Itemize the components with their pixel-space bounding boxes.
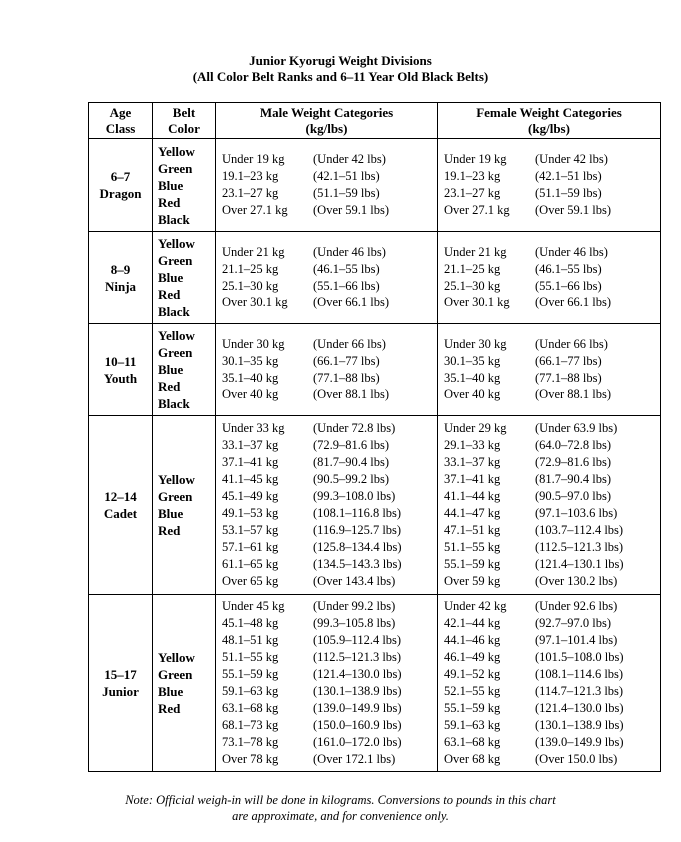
male-weight-line	[222, 168, 437, 185]
header-belt-color	[153, 103, 216, 139]
weight-lbs: (66.1–77 lbs)	[313, 353, 380, 368]
weight-kg: 44.1–47 kg	[444, 506, 501, 520]
weight-lbs: (121.4–130.0 lbs)	[535, 700, 624, 715]
weight-lbs: (51.1–59 lbs)	[313, 186, 380, 200]
male-weight-line	[222, 261, 437, 278]
weight-kg: Over 30.1 kg	[444, 295, 510, 310]
belt-color: Green	[158, 253, 193, 268]
weight-kg: Under 29 kg	[444, 421, 507, 436]
female-weight-line	[444, 751, 660, 768]
weight-kg: 57.1–61 kg	[222, 539, 279, 554]
male-weight-line	[222, 244, 437, 261]
weight-kg: 35.1–40 kg	[222, 370, 279, 385]
weight-lbs: (64.0–72.8 lbs)	[535, 438, 612, 453]
female-weight-line	[444, 294, 660, 311]
weight-kg: 45.1–49 kg	[222, 489, 279, 504]
weight-lbs: (81.7–90.4 lbs)	[535, 472, 612, 487]
male-weight-line	[222, 151, 437, 168]
belt-color: Black	[158, 304, 190, 319]
weight-lbs: (116.9–125.7 lbs)	[313, 522, 402, 537]
weight-kg: 49.1–53 kg	[222, 506, 279, 520]
division-row	[89, 232, 661, 324]
weight-kg: 55.1–59 kg	[444, 700, 501, 715]
weight-kg: 48.1–51 kg	[222, 633, 279, 648]
weight-lbs: (77.1–88 lbs)	[535, 370, 602, 385]
header-age-line1: Age	[109, 104, 132, 120]
class-name: Cadet	[103, 506, 138, 521]
weight-lbs: (77.1–88 lbs)	[313, 370, 380, 385]
weight-kg: Over 59 kg	[444, 573, 501, 588]
weight-kg: 61.1–65 kg	[222, 556, 279, 571]
belt-color: Black	[158, 396, 190, 411]
weight-lbs: (Under 46 lbs)	[313, 244, 386, 259]
male-weight-line	[222, 539, 437, 556]
weight-lbs: (Under 42 lbs)	[535, 152, 608, 167]
female-weight-line	[444, 683, 660, 700]
male-weight-line	[222, 556, 437, 573]
weight-lbs: (105.9–112.4 lbs)	[313, 633, 402, 648]
header-female-line1: Female Weight Categories	[476, 104, 622, 120]
weight-lbs: (Over 88.1 lbs)	[313, 387, 390, 402]
weight-kg: 29.1–33 kg	[444, 438, 501, 453]
weight-kg: Under 21 kg	[444, 244, 507, 259]
weight-lbs: (130.1–138.9 lbs)	[313, 684, 402, 698]
female-weight-line	[444, 632, 660, 649]
age-range: 15–17	[104, 667, 137, 682]
weight-kg: 68.1–73 kg	[222, 717, 279, 732]
weight-kg: 63.1–68 kg	[444, 734, 501, 749]
weight-kg: 33.1–37 kg	[222, 438, 279, 453]
weight-kg: 44.1–46 kg	[444, 633, 501, 648]
female-weight-line	[444, 505, 660, 522]
weight-kg: 33.1–37 kg	[444, 455, 501, 470]
belt-color: Green	[158, 345, 193, 360]
weight-kg: Under 21 kg	[222, 244, 285, 259]
female-weight-line	[444, 700, 660, 717]
weight-kg: 41.1–45 kg	[222, 472, 279, 487]
age-range: 12–14	[104, 489, 137, 504]
male-weight-line	[222, 573, 437, 590]
weight-kg: 30.1–35 kg	[222, 353, 279, 368]
age-range: 10–11	[104, 353, 137, 369]
header-belt-line1: Belt	[172, 104, 196, 120]
female-categories-cell	[438, 324, 661, 416]
weight-kg: Under 19 kg	[222, 152, 285, 167]
weight-lbs: (66.1–77 lbs)	[535, 353, 602, 368]
female-weight-line	[444, 420, 660, 437]
female-weight-line	[444, 370, 660, 387]
weight-lbs: (42.1–51 lbs)	[313, 169, 380, 184]
header-age-class	[89, 103, 153, 139]
age-class-cell	[89, 139, 153, 232]
female-categories-cell	[438, 595, 661, 772]
male-weight-line	[222, 522, 437, 539]
weight-kg: 46.1–49 kg	[444, 650, 501, 665]
weight-lbs: (Over 66.1 lbs)	[313, 295, 390, 310]
belt-color-cell	[153, 416, 216, 595]
age-range: 8–9	[110, 261, 131, 277]
weight-lbs: (Over 172.1 lbs)	[313, 751, 396, 766]
male-weight-line	[222, 336, 437, 353]
weight-kg: Over 40 kg	[444, 387, 501, 402]
weight-kg: 25.1–30 kg	[444, 278, 501, 293]
header-male-categories	[216, 103, 438, 139]
male-weight-line	[222, 598, 437, 615]
weight-kg: 19.1–23 kg	[444, 169, 501, 184]
weight-lbs: (161.0–172.0 lbs)	[313, 734, 402, 749]
weight-lbs: (121.4–130.1 lbs)	[535, 556, 624, 571]
belt-color: Blue	[158, 177, 184, 193]
female-weight-line	[444, 386, 660, 403]
belt-color: Yellow	[158, 650, 195, 665]
belt-color: Red	[158, 701, 181, 716]
male-weight-line	[222, 370, 437, 387]
male-weight-line	[222, 488, 437, 505]
header-male-line1: Male Weight Categories	[259, 104, 394, 120]
weight-lbs: (Over 59.1 lbs)	[535, 202, 612, 217]
division-row	[89, 324, 661, 416]
weight-lbs: (103.7–112.4 lbs)	[535, 522, 624, 537]
male-weight-line	[222, 420, 437, 437]
male-weight-line	[222, 353, 437, 370]
belt-color-cell	[153, 595, 216, 772]
weight-kg: 25.1–30 kg	[222, 278, 279, 293]
weight-kg: 37.1–41 kg	[444, 472, 501, 487]
female-weight-line	[444, 353, 660, 370]
age-class-cell	[89, 232, 153, 324]
footnote-line-2: are approximate, and for convenience only.	[232, 809, 449, 823]
male-weight-line	[222, 294, 437, 311]
weight-kg: 55.1–59 kg	[444, 556, 501, 571]
belt-color: Blue	[158, 362, 184, 377]
male-weight-line	[222, 683, 437, 700]
belt-color-cell	[153, 232, 216, 324]
header-belt-line2: Color	[168, 120, 200, 136]
weight-lbs: (97.1–103.6 lbs)	[535, 506, 618, 520]
female-weight-line	[444, 539, 660, 556]
weight-kg: Under 30 kg	[444, 336, 507, 351]
weight-lbs: (55.1–66 lbs)	[535, 278, 602, 293]
weight-kg: Under 19 kg	[444, 152, 507, 167]
weight-lbs: (97.1–101.4 lbs)	[535, 633, 618, 648]
male-weight-line	[222, 751, 437, 768]
age-class-cell	[89, 416, 153, 595]
belt-color: Blue	[158, 684, 184, 699]
female-weight-line	[444, 437, 660, 454]
weight-lbs: (99.3–108.0 lbs)	[313, 489, 396, 504]
female-weight-line	[444, 598, 660, 615]
weight-lbs: (Under 63.9 lbs)	[535, 421, 618, 436]
weight-kg: 30.1–35 kg	[444, 353, 501, 368]
weight-lbs: (55.1–66 lbs)	[313, 278, 380, 293]
weight-lbs: (72.9–81.6 lbs)	[535, 455, 612, 470]
belt-color: Red	[158, 523, 181, 538]
male-weight-line	[222, 505, 437, 522]
weight-lbs: (92.7–97.0 lbs)	[535, 616, 612, 631]
weight-kg: Over 68 kg	[444, 751, 501, 766]
female-weight-line	[444, 336, 660, 353]
weight-lbs: (130.1–138.9 lbs)	[535, 717, 624, 732]
female-categories-cell	[438, 416, 661, 595]
male-categories-cell	[216, 232, 438, 324]
weight-lbs: (150.0–160.9 lbs)	[313, 717, 402, 732]
female-weight-line	[444, 471, 660, 488]
belt-color: Yellow	[158, 328, 195, 343]
male-weight-line	[222, 185, 437, 202]
weight-lbs: (Over 150.0 lbs)	[535, 751, 618, 766]
weight-kg: 53.1–57 kg	[222, 522, 279, 537]
female-weight-line	[444, 261, 660, 278]
male-weight-line	[222, 471, 437, 488]
age-class-cell	[89, 324, 153, 416]
male-weight-line	[222, 386, 437, 403]
female-weight-line	[444, 734, 660, 751]
weight-lbs: (99.3–105.8 lbs)	[313, 616, 396, 631]
division-row	[89, 595, 661, 772]
weight-lbs: (Under 42 lbs)	[313, 152, 386, 167]
female-categories-cell	[438, 139, 661, 232]
weight-kg: Over 78 kg	[222, 751, 279, 766]
male-weight-line	[222, 615, 437, 632]
weight-lbs: (46.1–55 lbs)	[535, 261, 602, 276]
weight-lbs: (Over 59.1 lbs)	[313, 202, 390, 217]
female-weight-line	[444, 278, 660, 295]
weight-kg: Over 40 kg	[222, 387, 279, 402]
belt-color: Blue	[158, 270, 184, 285]
weight-lbs: (Under 66 lbs)	[535, 336, 608, 351]
male-categories-cell	[216, 595, 438, 772]
female-weight-line	[444, 202, 660, 219]
weight-lbs: (Over 143.4 lbs)	[313, 573, 396, 588]
female-weight-line	[444, 666, 660, 683]
weight-kg: 21.1–25 kg	[444, 261, 501, 276]
weight-lbs: (Under 92.6 lbs)	[535, 599, 618, 614]
female-weight-line	[444, 488, 660, 505]
weight-kg: Under 33 kg	[222, 421, 285, 436]
weight-lbs: (46.1–55 lbs)	[313, 261, 380, 276]
header-female-categories	[438, 103, 661, 139]
weight-kg: 47.1–51 kg	[444, 522, 501, 537]
weight-kg: Over 65 kg	[222, 573, 279, 588]
weight-lbs: (112.5–121.3 lbs)	[535, 539, 624, 554]
weight-kg: 59.1–63 kg	[444, 717, 501, 732]
belt-color-cell	[153, 139, 216, 232]
weight-lbs: (90.5–97.0 lbs)	[535, 489, 612, 504]
female-weight-line	[444, 244, 660, 261]
belt-color: Yellow	[158, 236, 195, 251]
weight-lbs: (Over 66.1 lbs)	[535, 295, 612, 310]
table-header-row	[89, 103, 661, 139]
weight-lbs: (Under 99.2 lbs)	[313, 599, 396, 614]
weight-lbs: (90.5–99.2 lbs)	[313, 472, 390, 487]
age-class-cell	[89, 595, 153, 772]
weight-kg: 49.1–52 kg	[444, 667, 501, 682]
weight-lbs: (72.9–81.6 lbs)	[313, 438, 390, 453]
weight-kg: 73.1–78 kg	[222, 734, 279, 749]
weight-lbs: (139.0–149.9 lbs)	[313, 700, 402, 715]
female-weight-line	[444, 573, 660, 590]
class-name: Youth	[103, 370, 138, 386]
weight-kg: Over 27.1 kg	[222, 202, 288, 217]
weight-kg: 63.1–68 kg	[222, 700, 279, 715]
header-female-line2: (kg/lbs)	[528, 120, 570, 136]
weight-lbs: (125.8–134.4 lbs)	[313, 539, 402, 554]
female-weight-line	[444, 717, 660, 734]
weight-kg: Under 42 kg	[444, 599, 507, 614]
female-weight-line	[444, 168, 660, 185]
weight-kg: 51.1–55 kg	[222, 650, 279, 665]
weight-kg: 42.1–44 kg	[444, 616, 501, 631]
weight-lbs: (121.4–130.0 lbs)	[313, 667, 402, 682]
division-row	[89, 139, 661, 232]
female-weight-line	[444, 151, 660, 168]
belt-color: Yellow	[158, 143, 195, 159]
header-age-line2: Class	[105, 120, 136, 136]
female-categories-cell	[438, 232, 661, 324]
weight-lbs: (112.5–121.3 lbs)	[313, 650, 402, 665]
weight-lbs: (Under 66 lbs)	[313, 336, 386, 351]
weight-lbs: (108.1–116.8 lbs)	[313, 506, 402, 520]
male-categories-cell	[216, 324, 438, 416]
belt-color: Green	[158, 160, 193, 176]
page-subtitle: (All Color Belt Ranks and 6–11 Year Old Black Belts)	[192, 69, 489, 84]
male-categories-cell	[216, 139, 438, 232]
male-weight-line	[222, 700, 437, 717]
weight-lbs: (Under 72.8 lbs)	[313, 421, 396, 436]
weight-kg: 23.1–27 kg	[444, 186, 501, 200]
age-range: 6–7	[110, 169, 131, 184]
weight-lbs: (108.1–114.6 lbs)	[535, 667, 624, 682]
weight-kg: 55.1–59 kg	[222, 667, 279, 682]
female-weight-line	[444, 649, 660, 666]
female-weight-line	[444, 556, 660, 573]
weight-lbs: (114.7–121.3 lbs)	[535, 684, 624, 698]
weight-lbs: (101.5–108.0 lbs)	[535, 650, 624, 665]
page-title: Junior Kyorugi Weight Divisions	[249, 53, 432, 68]
belt-color-cell	[153, 324, 216, 416]
belt-color: Yellow	[158, 472, 195, 487]
belt-color: Blue	[158, 506, 184, 521]
weight-kg: 51.1–55 kg	[444, 539, 501, 554]
class-name: Junior	[102, 684, 139, 699]
division-row	[89, 416, 661, 595]
belt-color: Black	[158, 211, 190, 227]
class-name: Dragon	[99, 186, 142, 201]
weight-kg: 23.1–27 kg	[222, 186, 279, 200]
weight-kg: 21.1–25 kg	[222, 261, 279, 276]
male-weight-line	[222, 734, 437, 751]
female-weight-line	[444, 454, 660, 471]
class-name: Ninja	[104, 278, 137, 294]
weight-kg: 37.1–41 kg	[222, 455, 279, 470]
male-weight-line	[222, 454, 437, 471]
weight-lbs: (42.1–51 lbs)	[535, 169, 602, 184]
weight-lbs: (Over 88.1 lbs)	[535, 387, 612, 402]
male-weight-line	[222, 278, 437, 295]
belt-color: Red	[158, 379, 181, 394]
male-weight-line	[222, 202, 437, 219]
footnote-line-1: Note: Official weigh-in will be done in kilograms. Conversions to pounds in this chart	[125, 793, 556, 807]
weight-kg: 45.1–48 kg	[222, 616, 279, 631]
weight-lbs: (Over 130.2 lbs)	[535, 573, 618, 588]
weight-lbs: (139.0–149.9 lbs)	[535, 734, 624, 749]
weight-lbs: (Under 46 lbs)	[535, 244, 608, 259]
belt-color: Green	[158, 489, 193, 504]
weight-kg: 35.1–40 kg	[444, 370, 501, 385]
female-weight-line	[444, 522, 660, 539]
male-weight-line	[222, 649, 437, 666]
weight-kg: Over 27.1 kg	[444, 202, 510, 217]
weight-lbs: (134.5–143.3 lbs)	[313, 556, 402, 571]
header-male-line2: (kg/lbs)	[305, 120, 348, 136]
female-weight-line	[444, 615, 660, 632]
belt-color: Green	[158, 667, 193, 682]
weight-kg: 19.1–23 kg	[222, 169, 279, 184]
male-weight-line	[222, 666, 437, 683]
weight-kg: 52.1–55 kg	[444, 684, 501, 698]
weight-lbs: (51.1–59 lbs)	[535, 186, 602, 200]
male-weight-line	[222, 437, 437, 454]
belt-color: Red	[158, 194, 181, 210]
female-weight-line	[444, 185, 660, 202]
weight-divisions-table	[88, 102, 661, 772]
weight-kg: Under 45 kg	[222, 599, 285, 614]
weight-kg: 59.1–63 kg	[222, 684, 279, 698]
male-categories-cell	[216, 416, 438, 595]
male-weight-line	[222, 717, 437, 734]
weight-kg: Over 30.1 kg	[222, 295, 288, 310]
weight-kg: 41.1–44 kg	[444, 489, 501, 504]
male-weight-line	[222, 632, 437, 649]
weight-kg: Under 30 kg	[222, 336, 285, 351]
weight-lbs: (81.7–90.4 lbs)	[313, 455, 390, 470]
belt-color: Red	[158, 287, 181, 302]
